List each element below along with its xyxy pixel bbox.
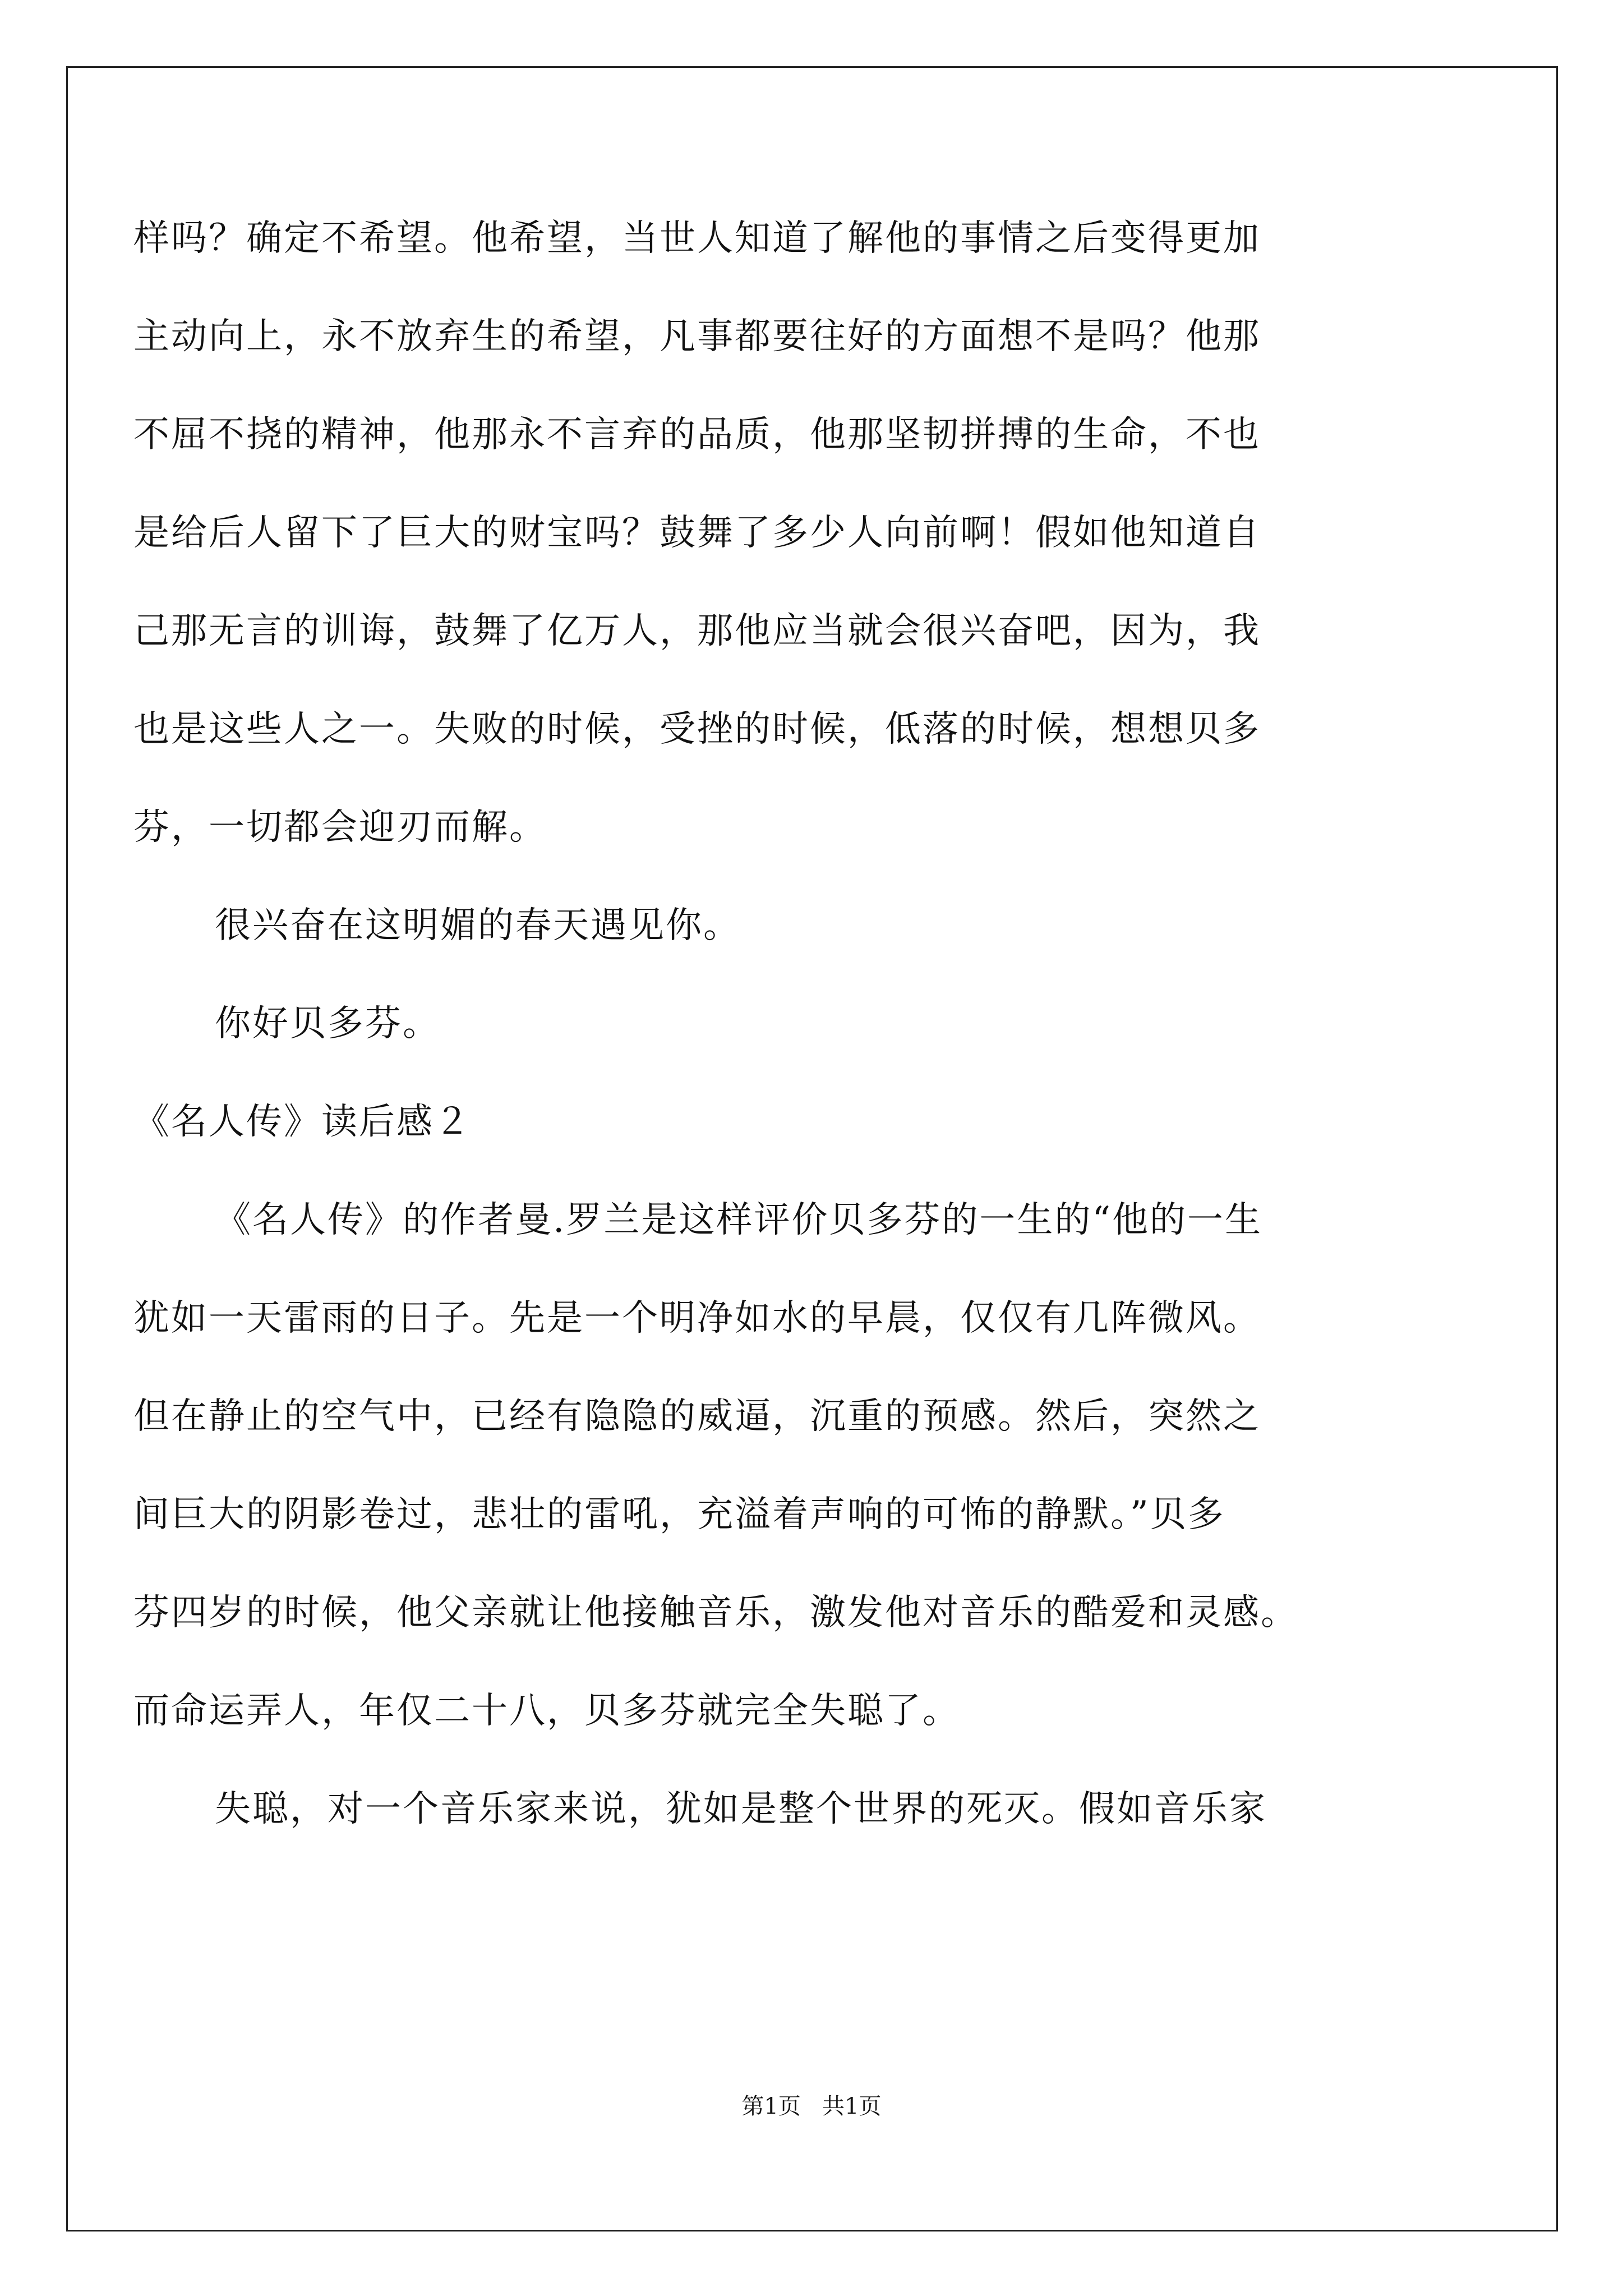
section-heading: 《名人传》读后感２ [133,1101,472,1143]
paragraph-line: 己那无言的训诲，鼓舞了亿万人，那他应当就会很兴奋吧，因为，我 [133,610,1261,652]
paragraph-line: 芬四岁的时候，他父亲就让他接触音乐，激发他对音乐的酷爱和灵感。 [133,1592,1298,1634]
paragraph-line: 你好贝多芬。 [215,1003,440,1045]
paragraph-line: 间巨大的阴影卷过，悲壮的雷吼，充溢着声响的可怖的静默。”贝多 [133,1494,1225,1535]
paragraph-line: 不屈不挠的精神，他那永不言弃的品质，他那坚韧拼搏的生命，不也 [133,414,1261,455]
paragraph-line: 很兴奋在这明媚的春天遇见你。 [215,905,741,946]
paragraph-line: 而命运弄人，年仅二十八，贝多芬就完全失聪了。 [133,1690,960,1732]
paragraph-line: 也是这些人之一。失败的时候，受挫的时候，低落的时候，想想贝多 [133,708,1261,750]
paragraph-line: 但在静止的空气中，已经有隐隐的威逼，沉重的预感。然后，突然之 [133,1396,1261,1437]
paragraph-line: 《名人传》的作者曼.罗兰是这样评价贝多芬的一生的“他的一生 [215,1199,1263,1241]
page-border [66,66,1558,2231]
paragraph-line: 样吗？确定不希望。他希望，当世人知道了解他的事情之后变得更加 [133,218,1261,259]
paragraph-line: 芬，一切都会迎刃而解。 [133,807,547,848]
page-footer: 第1页 共1页 [741,2093,882,2119]
paragraph-line: 失聪，对一个音乐家来说，犹如是整个世界的死灭。假如音乐家 [215,1788,1267,1830]
paragraph-line: 是给后人留下了巨大的财宝吗？鼓舞了多少人向前啊！假如他知道自 [133,512,1261,554]
paragraph-line: 犹如一天雷雨的日子。先是一个明净如水的早晨，仅仅有几阵微风。 [133,1297,1261,1339]
paragraph-line: 主动向上，永不放弃生的希望，凡事都要往好的方面想不是吗？他那 [133,316,1261,357]
